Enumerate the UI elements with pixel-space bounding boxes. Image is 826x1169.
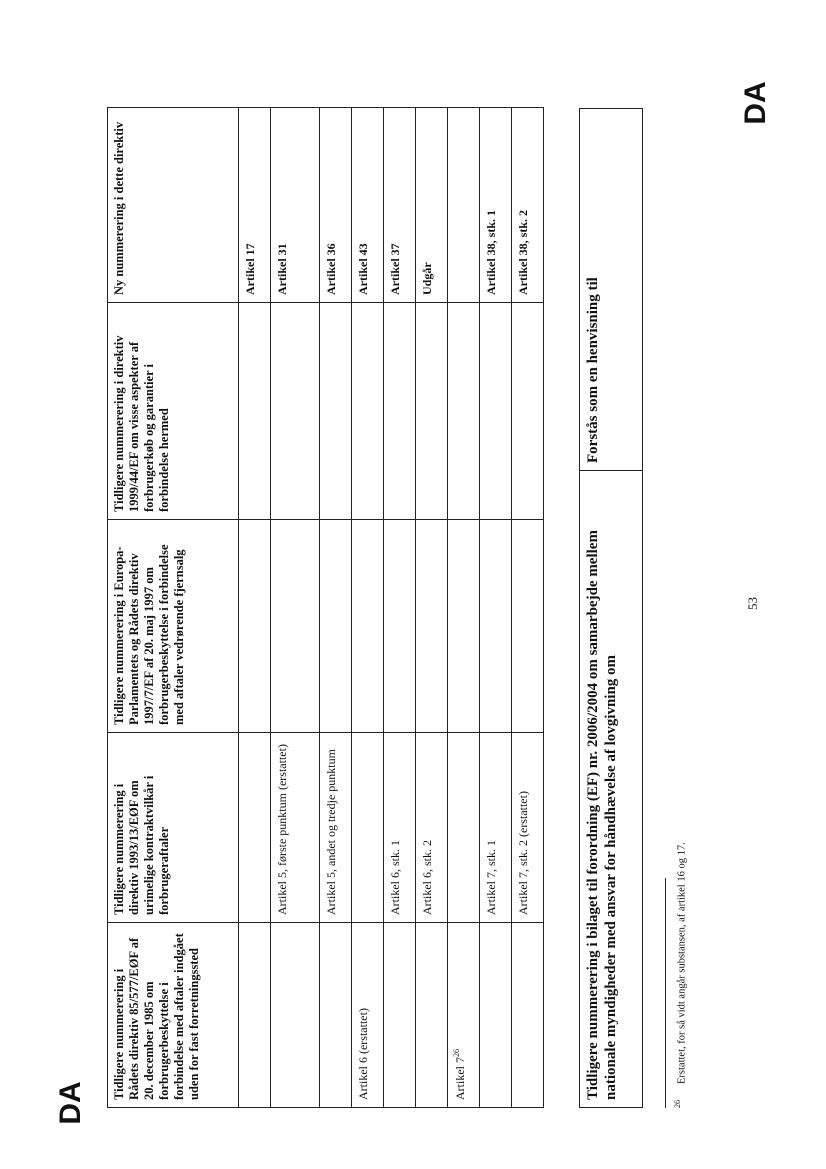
table-row	[480, 108, 512, 1108]
cell	[320, 303, 352, 520]
cell	[448, 923, 480, 1108]
cell: Artikel 7, stk. 1	[480, 733, 512, 923]
cell: Artikel 31	[271, 108, 320, 303]
language-mark-top: DA	[739, 81, 772, 125]
cell	[352, 520, 384, 733]
cell	[384, 303, 416, 520]
cell	[271, 303, 320, 520]
footnote	[673, 842, 688, 1108]
footnote-number: 26	[673, 1100, 682, 1108]
cell	[320, 923, 352, 1108]
cell: Artikel 38, stk. 2	[512, 108, 544, 303]
cell: Artikel 37	[384, 108, 416, 303]
cell	[416, 923, 448, 1108]
header-col-1997-7: Tidligere nummerering i Europa-Parlamentets og Rådets direktiv 1997/7/EF af 20. maj 1997 om forbrugerbeskyttelse i forbindelse med aftaler vedrørende fjernsalg	[108, 520, 239, 733]
correlation-table	[107, 107, 544, 1108]
cell	[448, 520, 480, 733]
cell	[480, 520, 512, 733]
cell	[352, 303, 384, 520]
table-row	[384, 108, 416, 1108]
header-col-1999-44: Tidligere nummerering i direktiv 1999/44/EF om visse aspekter af forbrugerkøb og garantier i forbindelse hermed	[108, 303, 239, 520]
cell: Artikel 36	[320, 108, 352, 303]
cell	[448, 733, 480, 923]
cell	[239, 520, 271, 733]
cell	[448, 108, 480, 303]
cell: Artikel 17	[239, 108, 271, 303]
table-row	[271, 108, 320, 1108]
cell-text: Artikel 7	[453, 1057, 467, 1100]
cell	[384, 923, 416, 1108]
language-mark-bottom: DA	[54, 1081, 87, 1125]
footnote-ref: 26	[452, 1049, 461, 1057]
header-col-1993-13: Tidligere nummerering i direktiv 1993/13/EØF om urimelige kontraktvilkår i forbrugeraftaler	[108, 733, 239, 923]
cell	[271, 923, 320, 1108]
cell: Artikel 6, stk. 1	[384, 733, 416, 923]
table-row	[239, 108, 271, 1108]
table-row	[416, 108, 448, 1108]
cell: Artikel 5, første punktum (erstattet)	[271, 733, 320, 923]
cell	[416, 520, 448, 733]
cell: Artikel 6, stk. 2	[416, 733, 448, 923]
header-col-85-577: Tidligere nummerering i Rådets direktiv 85/577/EØF af 20. december 1985 om forbrugerbeskyttelse i forbindelse med aftaler indgået uden for fast forretningssted	[108, 923, 239, 1108]
cell	[416, 303, 448, 520]
cell: Artikel 43	[352, 108, 384, 303]
cell: Artikel 5, andet og tredje punktum	[320, 733, 352, 923]
cell	[512, 923, 544, 1108]
header-col-new: Ny nummerering i dette direktiv	[108, 108, 239, 303]
cell: Artikel 7, stk. 2 (erstattet)	[512, 733, 544, 923]
cell: Artikel 38, stk. 1	[480, 108, 512, 303]
table-row	[320, 108, 352, 1108]
footnote-text: Erstattet, for så vidt angår substansen, af artikel 16 og 17.	[676, 842, 688, 1084]
cell	[448, 303, 480, 520]
cell	[239, 303, 271, 520]
table-row	[352, 108, 384, 1108]
page-number: 53	[745, 597, 760, 610]
cell	[320, 520, 352, 733]
table-header-row	[108, 108, 239, 1108]
cell: Udgår	[416, 108, 448, 303]
second-table-col-1: Tidligere nummerering i bilaget til forordning (EF) nr. 2006/2004 om samarbejde mellem nationale myndigheder med ansvar for håndhævelse af lovgivning om	[580, 470, 642, 1107]
second-table-col-2: Forstås som en henvisning til	[585, 277, 601, 463]
cell	[512, 520, 544, 733]
cell	[239, 733, 271, 923]
rotated-page-content	[107, 108, 760, 1108]
cell	[512, 303, 544, 520]
cell	[480, 923, 512, 1108]
table-row	[512, 108, 544, 1108]
cell	[480, 303, 512, 520]
cell	[271, 520, 320, 733]
footnote-divider	[665, 878, 666, 1108]
cell	[384, 520, 416, 733]
second-table-header	[579, 108, 643, 1108]
cell: Artikel 6 (erstattet)	[352, 923, 384, 1108]
cell	[352, 733, 384, 923]
table-row	[448, 108, 480, 1108]
cell	[239, 923, 271, 1108]
